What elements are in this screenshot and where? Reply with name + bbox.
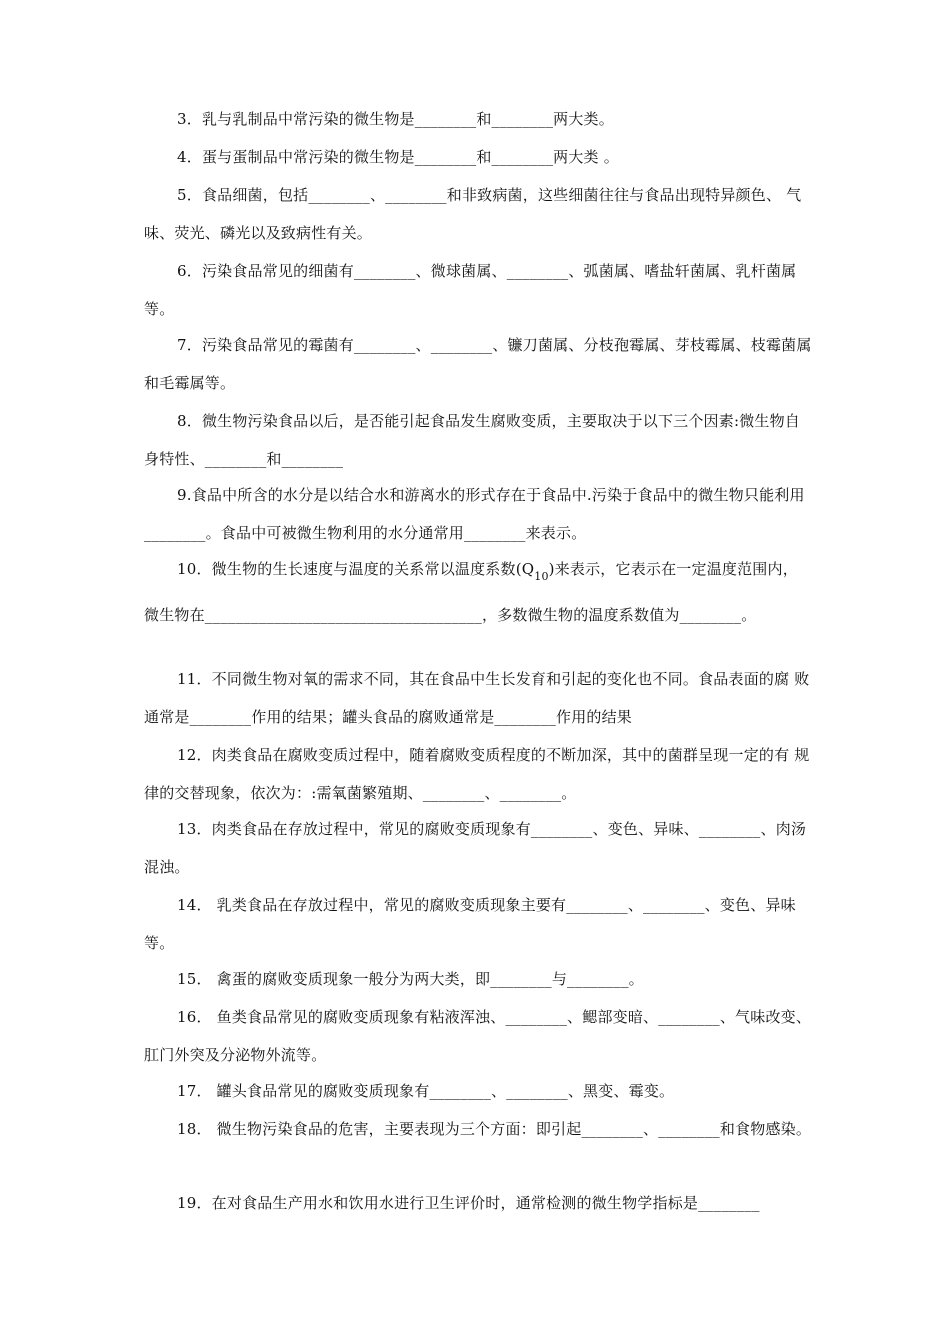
question-15: 15． 禽蛋的腐败变质现象一般分为两大类，即________与________。 — [177, 970, 644, 988]
question-4: 4．蛋与蛋制品中常污染的微生物是________和________两大类 。 — [177, 148, 619, 166]
question-10-after: )来表示，它表示在一定温度范围内， 微生物在____________________________________，多数微生物的温度系数值为________。 — [144, 560, 798, 624]
question-5: 5．食品细菌，包括________、________和非致病菌，这些细菌往往与食品出现特异颜色、 气味、荧光、磷光以及致病性有关。 — [144, 186, 802, 242]
question-13: 13．肉类食品在存放过程中，常见的腐败变质现象有________、变色、异味、________、肉汤混浊。 — [144, 820, 807, 876]
question-12: 12．肉类食品在腐败变质过程中，随着腐败变质程度的不断加深，其中的菌群呈现一定的有 规律的交替现象，依次为：:需氧菌繁殖期、________、________。 — [144, 746, 810, 802]
question-11: 11．不同微生物对氧的需求不同，其在食品中生长发育和引起的变化也不同。食品表面的腐 败通常是________作用的结果；罐头食品的腐败通常是________作用的结果 — [144, 670, 810, 726]
question-10-subscript: 10 — [534, 570, 549, 583]
question-6: 6．污染食品常见的细菌有________、微球菌属、________、弧菌属、嗜盐轩菌属、乳杆菌属等。 — [144, 262, 797, 318]
question-8: 8．微生物污染食品以后，是否能引起食品发生腐败变质，主要取决于以下三个因素:微生物自身特性、________和________ — [144, 412, 801, 468]
question-7: 7．污染食品常见的霉菌有________、________、镰刀菌属、分枝孢霉属、芽枝霉属、枝霉菌属和毛霉属等。 — [144, 336, 812, 392]
question-9: 9.食品中所含的水分是以结合水和游离水的形式存在于食品中.污染于食品中的微生物只能利用________。食品中可被微生物利用的水分通常用________来表示。 — [144, 486, 805, 542]
question-14: 14． 乳类食品在存放过程中，常见的腐败变质现象主要有________、________、变色、异味等。 — [144, 896, 796, 952]
question-17: 17． 罐头食品常见的腐败变质现象有________、________、黑变、霉变。 — [177, 1082, 675, 1100]
question-3: 3．乳与乳制品中常污染的微生物是________和________两大类。 — [177, 110, 614, 128]
question-18: 18． 微生物污染食品的危害，主要表现为三个方面：即引起________、________和食物感染。 — [177, 1120, 812, 1138]
question-16: 16． 鱼类食品常见的腐败变质现象有粘液浑浊、________、鳃部变暗、________、气味改变、肛门外突及分泌物外流等。 — [144, 1008, 812, 1064]
question-10-before: 10．微生物的生长速度与温度的关系常以温度系数(Q — [177, 560, 535, 578]
question-10 — [144, 550, 814, 634]
question-19: 19．在对食品生产用水和饮用水进行卫生评价时，通常检测的微生物学指标是________ — [177, 1194, 760, 1212]
